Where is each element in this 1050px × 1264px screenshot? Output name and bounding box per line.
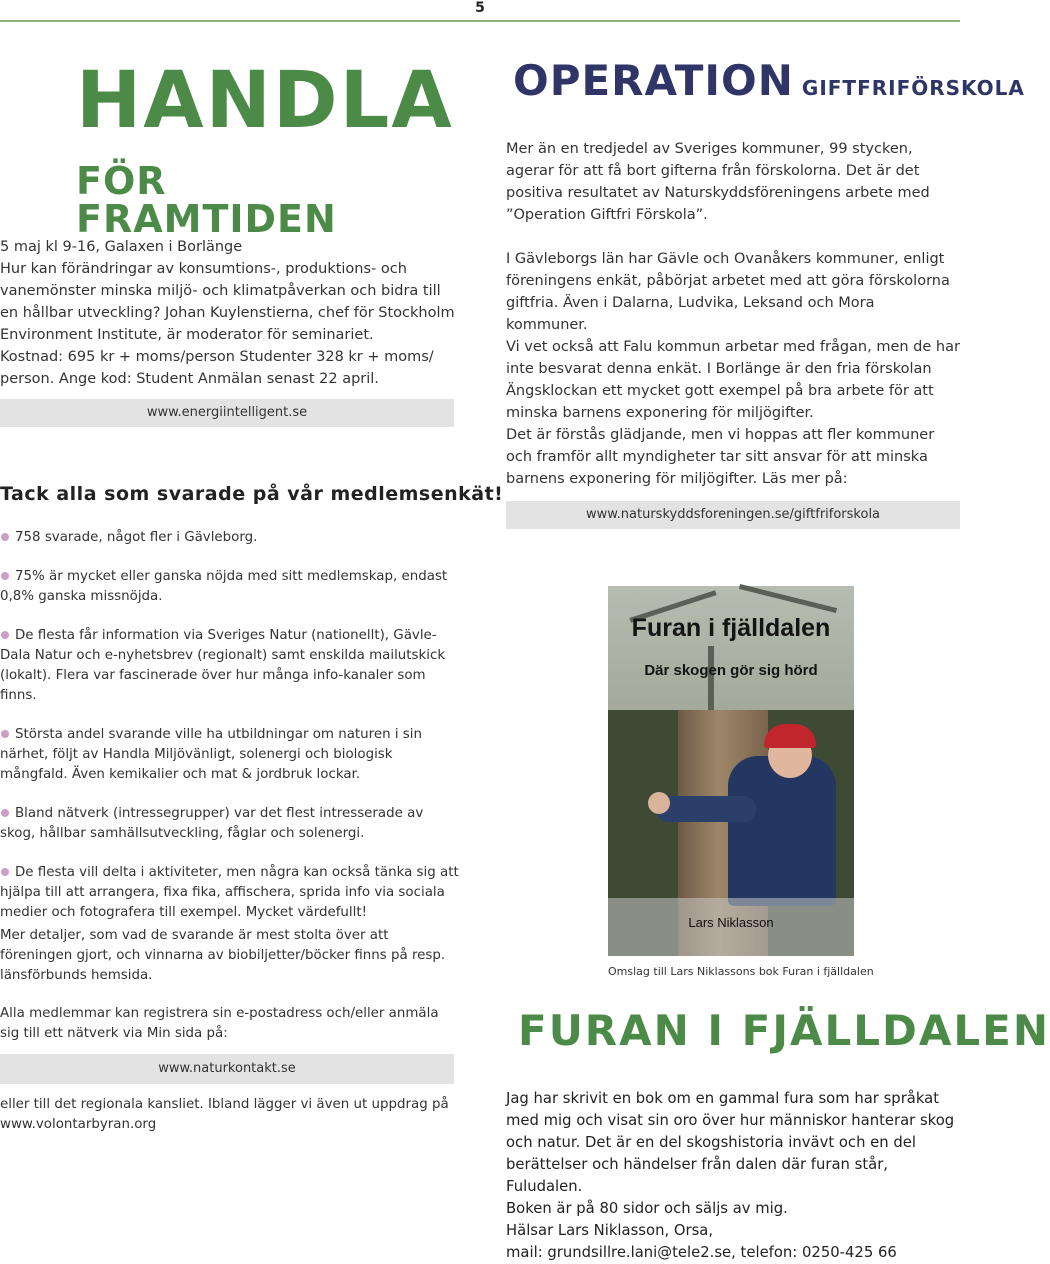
list-item bbox=[0, 725, 460, 785]
operation-intro-text: Mer än en tredjedel av Sveriges kommuner, 99 stycken, agerar för att få bort gifterna från förskolorna. Det är det positiva resultatet av Naturskyddsföreningens arbete med ”Operation Giftfri Förskola”. bbox=[506, 141, 930, 223]
survey-results-list bbox=[0, 528, 460, 942]
branch-shape bbox=[739, 584, 837, 613]
list-item bbox=[0, 567, 460, 607]
survey-heading: Tack alla som svarade på vår medlemsenkät! bbox=[0, 483, 504, 505]
list-item-text: 758 svarade, något fler i Gävleborg. bbox=[15, 530, 258, 545]
person-hand bbox=[648, 792, 670, 814]
logo-giftfriforskola: GIFTFRIFÖRSKOLA bbox=[801, 76, 1025, 100]
bullet-icon bbox=[1, 572, 9, 580]
list-item-text: 75% är mycket eller ganska nöjda med sitt medlemskap, endast 0,8% ganska missnöjda. bbox=[0, 569, 448, 604]
book-title: Furan i fjälldalen bbox=[631, 614, 831, 642]
logo-line-2: FÖR FRAMTIDEN bbox=[76, 159, 337, 241]
list-item-text: De flesta får information via Sveriges Natur (nationellt), Gävle-Dala Natur och e-nyhetsbrev (regionalt) samt enskilda mailutskick (lokalt). Flera var fascinerade över hur många info-kanaler som finns. bbox=[0, 628, 446, 703]
red-cap bbox=[764, 724, 816, 748]
energiintelligent-link[interactable]: www.energiintelligent.se bbox=[0, 399, 454, 427]
list-item bbox=[0, 863, 460, 923]
person-arm bbox=[656, 796, 756, 822]
bullet-icon bbox=[1, 809, 9, 817]
naturskyddsforeningen-link[interactable]: www.naturskyddsforeningen.se/giftfriforskola bbox=[506, 501, 960, 529]
top-divider bbox=[0, 20, 960, 22]
bullet-icon bbox=[1, 533, 9, 541]
seminar-description: Hur kan förändringar av konsumtions-, produktions- och vanemönster minska miljö- och klimatpåverkan och bidra till en hållbar utveckling? Johan Kuylenstierna, chef för Stockholm Environment Institute, är moderator för seminariet. bbox=[0, 261, 455, 343]
logo-operation: OPERATION bbox=[513, 56, 794, 105]
bullet-icon bbox=[1, 730, 9, 738]
logo-line-1: HANDLA bbox=[76, 56, 454, 146]
book-subtitle: Där skogen gör sig hörd bbox=[644, 662, 818, 679]
book-caption: Omslag till Lars Niklassons bok Furan i fjälldalen bbox=[608, 965, 874, 978]
list-item bbox=[0, 528, 460, 548]
seminar-cost: Kostnad: 695 kr + moms/person Studenter 328 kr + moms/ person. Ange kod: Student Anmälan senast 22 april. bbox=[0, 349, 434, 387]
contact-line: mail: grundsillre.lani@tele2.se, telefon: 0250-425 66 bbox=[506, 1244, 897, 1261]
book-paragraph: Jag har skrivit en bok om en gammal fura som har språkat med mig och visat sin oro över hur människor hanterar skog och natur. Det är en del skogshistoria invävt och en del berättelser och händelser från dalen där furan står, Fuludalen. bbox=[506, 1090, 955, 1195]
falun-borlange-text bbox=[506, 336, 960, 490]
seminar-date: 5 maj kl 9-16, Galaxen i Borlänge bbox=[0, 239, 243, 255]
list-item bbox=[0, 804, 460, 844]
registration-text: Alla medlemmar kan registrera sin e-postadress och/eller anmäla sig till ett nätverk via Min sida på: bbox=[0, 1006, 439, 1041]
operation-giftfri-forskola-logo bbox=[513, 56, 1025, 112]
bullet-icon bbox=[1, 631, 9, 639]
person-body bbox=[728, 756, 836, 906]
page-number: 5 bbox=[475, 0, 485, 16]
read-more-paragraph: Det är förstås glädjande, men vi hoppas att fler kommuner och framför allt myndigheter tar sitt ansvar för att minska barnens exponering för miljögifter. Läs mer på: bbox=[506, 427, 935, 487]
book-price-line: Boken är på 80 sidor och säljs av mig. bbox=[506, 1200, 788, 1217]
falun-paragraph: Vi vet också att Falu kommun arbetar med frågan, men de har inte besvarat denna enkät. I Borlänge är den fria förskolan Ängsklockan ett mycket gott exempel på bra arbete för att minska barnens exponering för miljögifter. bbox=[506, 339, 960, 421]
signature-line: Hälsar Lars Niklasson, Orsa, bbox=[506, 1222, 714, 1239]
list-item-text: Största andel svarande ville ha utbildningar om naturen i sin närhet, följt av Handla Miljövänligt, solenergi och biologisk mångfald. Även kemikalier och mat & jordbruk lockar. bbox=[0, 727, 422, 782]
naturkontakt-link[interactable]: www.naturkontakt.se bbox=[0, 1054, 454, 1084]
volunteer-text: eller till det regionala kansliet. Ibland lägger vi även ut uppdrag på www.volontarbyran.org bbox=[0, 1097, 449, 1132]
book-cover-image bbox=[608, 586, 854, 956]
furan-i-fjalldalen-logo: FURAN I FJÄLLDALEN bbox=[518, 1006, 1050, 1055]
cover-sky bbox=[608, 586, 854, 710]
list-item-text: De flesta vill delta i aktiviteter, men några kan också tänka sig att hjälpa till att arrangera, fixa fika, affischera, sprida info via sociala medier och fotografera till exempel. Mycket värdefullt! bbox=[0, 865, 459, 920]
bullet-icon bbox=[1, 868, 9, 876]
seminar-text bbox=[0, 236, 460, 390]
handla-for-framtiden-logo bbox=[72, 56, 454, 241]
list-item bbox=[0, 626, 460, 706]
book-author: Lars Niklasson bbox=[688, 915, 774, 930]
gavleborg-text: I Gävleborgs län har Gävle och Ovanåkers kommuner, enligt föreningens enkät, påbörjat arbetet med att göra förskolorna giftfria. Även i Dalarna, Ludvika, Leksand och Mora kommuner. bbox=[506, 251, 950, 333]
survey-details-text: Mer detaljer, som vad de svarande är mest stolta över att föreningen gjort, och vinnarna av biobiljetter/böcker finns på resp. länsförbunds hemsida. bbox=[0, 928, 446, 983]
list-item-text: Bland nätverk (intressegrupper) var det flest intresserade av skog, hållbar samhällsutveckling, fåglar och solenergi. bbox=[0, 806, 424, 841]
book-description bbox=[506, 1088, 958, 1264]
